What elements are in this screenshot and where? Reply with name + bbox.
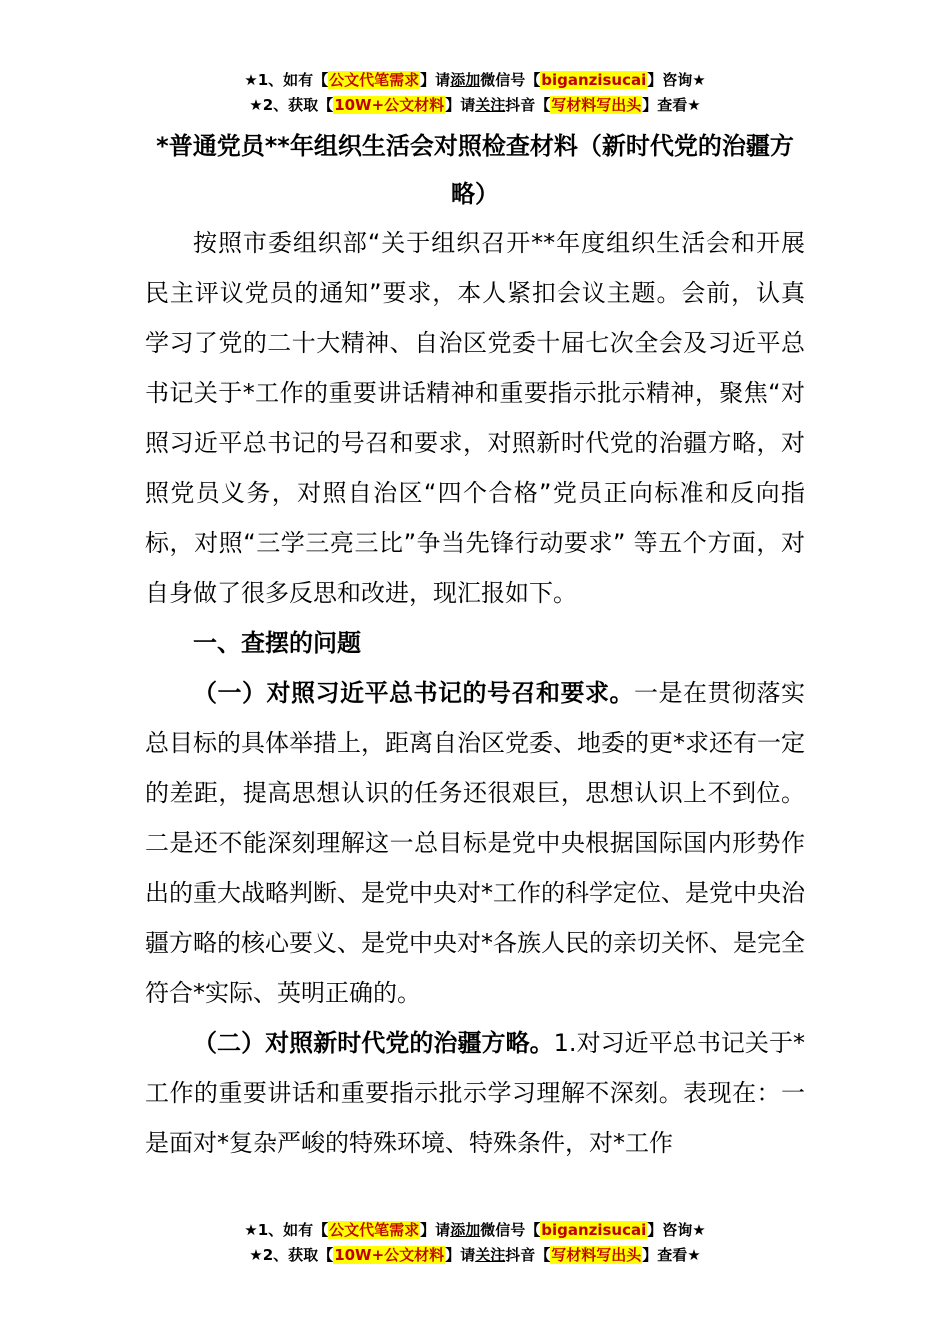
banner-line-2: ★2、获取【10W+公文材料】请关注抖音【写材料写出头】查看★ [249,1246,701,1264]
paragraph-2-heading: （二）对照新时代党的治疆方略。 [193,1029,554,1057]
bottom-banner [0,1218,950,1268]
paragraph-1 [145,668,805,1018]
paragraph-2 [145,1018,805,1168]
banner-highlight: 10W+公文材料 [334,96,445,114]
paragraph-1-heading: （一）对照习近平总书记的号召和要求。 [193,679,634,707]
section-heading: 一、查摆的问题 [193,629,361,657]
paragraph-1-text: 一是在贯彻落实总目标的具体举措上，距离自治区党委、地委的更*求还有一定的差距，提高思想认识的任务还很艰巨，思想认识上不到位。二是还不能深刻理解这一总目标是党中央根据国际国内形势作出的重大战略判断、是党中央对*工作的科学定位、是党中央治疆方略的核心要义、是党中央对*各族人民的亲切关怀、是完全符合*实际、英明正确的。 [145,679,805,1007]
top-banner [0,68,950,118]
banner-highlight: 公文代笔需求 [329,71,420,89]
paragraph-2-text: 1.对习近平总书记关于*工作的重要讲话和重要指示批示学习理解不深刻。表现在：一是面对*复杂严峻的特殊环境、特殊条件，对*工作 [145,1029,805,1157]
banner-line-1: ★1、如有【公文代笔需求】请添加微信号【biganzisucai】咨询★ [244,71,706,89]
document-body [145,218,805,1168]
banner-highlight: 10W+公文材料 [334,1246,445,1264]
banner-highlight: biganzisucai [541,71,647,89]
banner-highlight: biganzisucai [541,1221,647,1239]
banner-line-2: ★2、获取【10W+公文材料】请关注抖音【写材料写出头】查看★ [249,96,701,114]
document-title: *普通党员**年组织生活会对照检查材料（新时代党的治疆方略） [156,132,794,208]
banner-highlight: 公文代笔需求 [329,1221,420,1239]
banner-highlight: 写材料写出头 [551,1246,642,1264]
banner-highlight: 写材料写出头 [551,96,642,114]
intro-paragraph: 按照市委组织部“关于组织召开**年度组织生活会和开展民主评议党员的通知”要求，本人紧扣会议主题。会前，认真学习了党的二十大精神、自治区党委十届七次全会及习近平总书记关于*工作的重要讲话精神和重要指示批示精神，聚焦“对照习近平总书记的号召和要求，对照新时代党的治疆方略，对照党员义务，对照自治区“四个合格”党员正向标准和反向指标，对照“三学三亮三比”争当先锋行动要求” 等五个方面，对自身做了很多反思和改进，现汇报如下。 [145,229,805,607]
banner-line-1: ★1、如有【公文代笔需求】请添加微信号【biganzisucai】咨询★ [244,1221,706,1239]
